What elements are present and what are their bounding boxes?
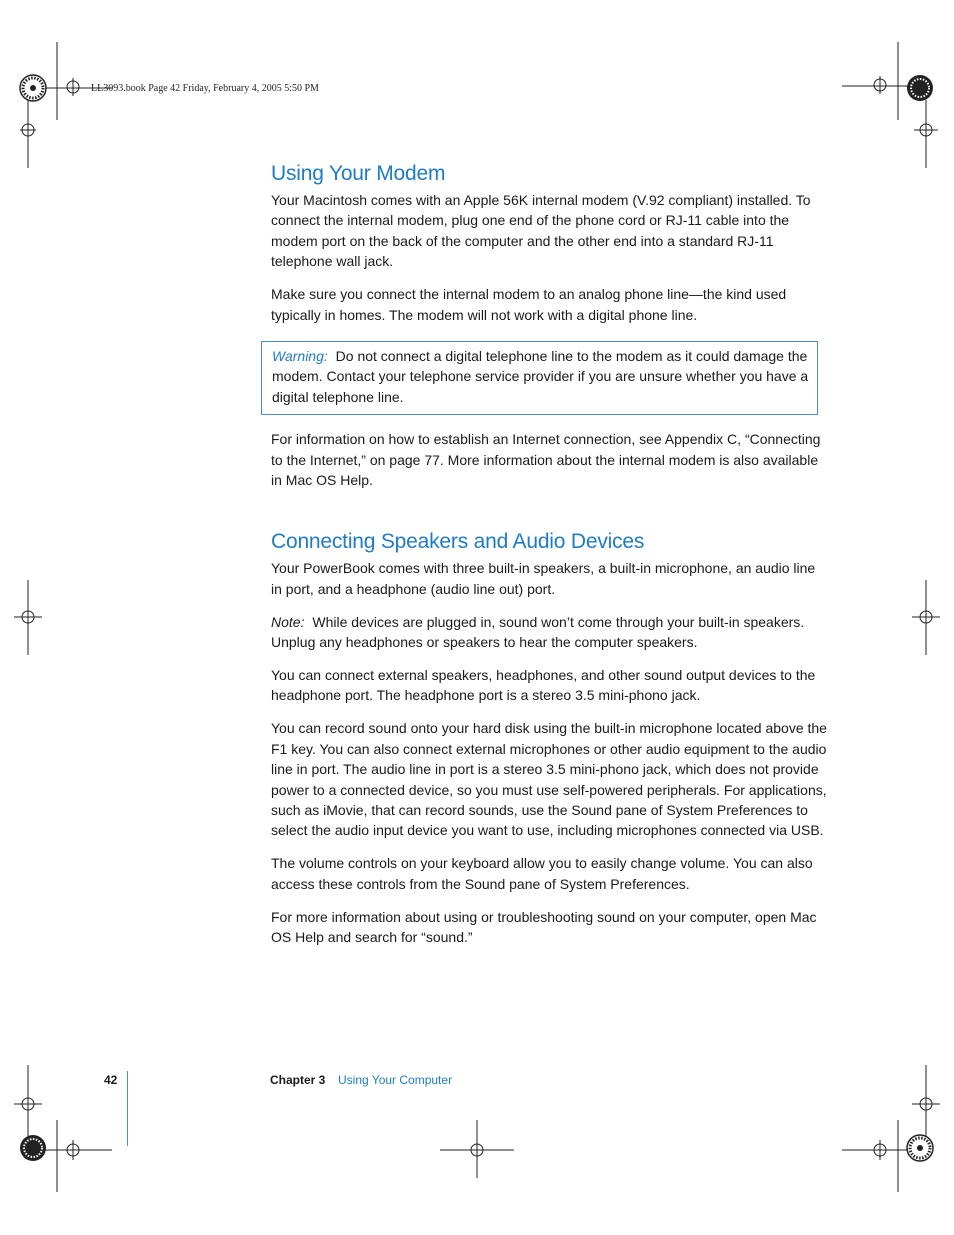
paragraph: Your Macintosh comes with an Apple 56K internal modem (V.92 compliant) installed. To connect the internal modem, plug one end of the phone cord or RJ-11 cable into the modem port on the back of the computer and the other end into a standard RJ-11 telephone wall jack. (271, 192, 811, 270)
page-number: 42 (104, 1073, 118, 1087)
section-heading-audio: Connecting Speakers and Audio Devices (271, 530, 645, 554)
footer-divider (127, 1071, 128, 1146)
paragraph: The volume controls on your keyboard allow you to easily change volume. You can also access these controls from the Sound pane of System Preferences. (271, 855, 813, 892)
note-label: Note: (271, 613, 305, 630)
registration-target-icon (907, 75, 933, 101)
footer-chapter: Chapter 3 (270, 1073, 326, 1087)
paragraph: Make sure you connect the internal modem to an analog phone line—the kind used typically in homes. The modem will not work with a digital phone line. (271, 286, 787, 323)
warning-callout (261, 341, 818, 415)
paragraph: You can record sound onto your hard disk using the built-in microphone located above the F1 key. You can also connect external microphones or other audio equipment to the audio line in port. The audio line in port is a stereo 3.5 mini-phono jack, which does not provide power to a connected device, so you must use self-powered peripherals. For applications, such as iMovie, that can record sounds, use the Sound pane of System Preferences to select the audio input device you want to use, including microphones connected via USB. (271, 720, 827, 839)
warning-label: Warning: (272, 347, 328, 364)
registration-target-icon (20, 1135, 46, 1161)
paragraph: You can connect external speakers, headphones, and other sound output devices to the headphone port. The headphone port is a stereo 3.5 mini-phono jack. (271, 667, 816, 704)
paragraph: Your PowerBook comes with three built-in speakers, a built-in microphone, an audio line in port, and a headphone (audio line out) port. (271, 560, 816, 597)
paragraph: For information on how to establish an Internet connection, see Appendix C, “Connecting to the Internet,” on page 77. More information about the internal modem is also available in Mac OS Help. (271, 431, 821, 488)
section-heading-modem: Using Your Modem (271, 162, 446, 185)
note-paragraph (271, 612, 827, 653)
registration-target-icon (20, 75, 46, 101)
footer-chapter-title: Using Your Computer (338, 1073, 453, 1087)
page-body (271, 158, 827, 947)
section-audio (271, 526, 827, 947)
warning-text: Do not connect a digital telephone line to the modem as it could damage the modem. Contact your telephone service provider if you are unsure whether you have a digital telephone line. (272, 347, 809, 405)
print-slug-line: LL3093.book Page 42 Friday, February 4, 2005 5:50 PM (91, 83, 319, 94)
registration-target-icon (907, 1135, 933, 1161)
paragraph: For more information about using or troubleshooting sound on your computer, open Mac OS Help and search for “sound.” (271, 908, 817, 945)
note-text: While devices are plugged in, sound won’t come through your built-in speakers. Unplug any headphones or speakers to hear the computer speakers. (271, 613, 805, 651)
